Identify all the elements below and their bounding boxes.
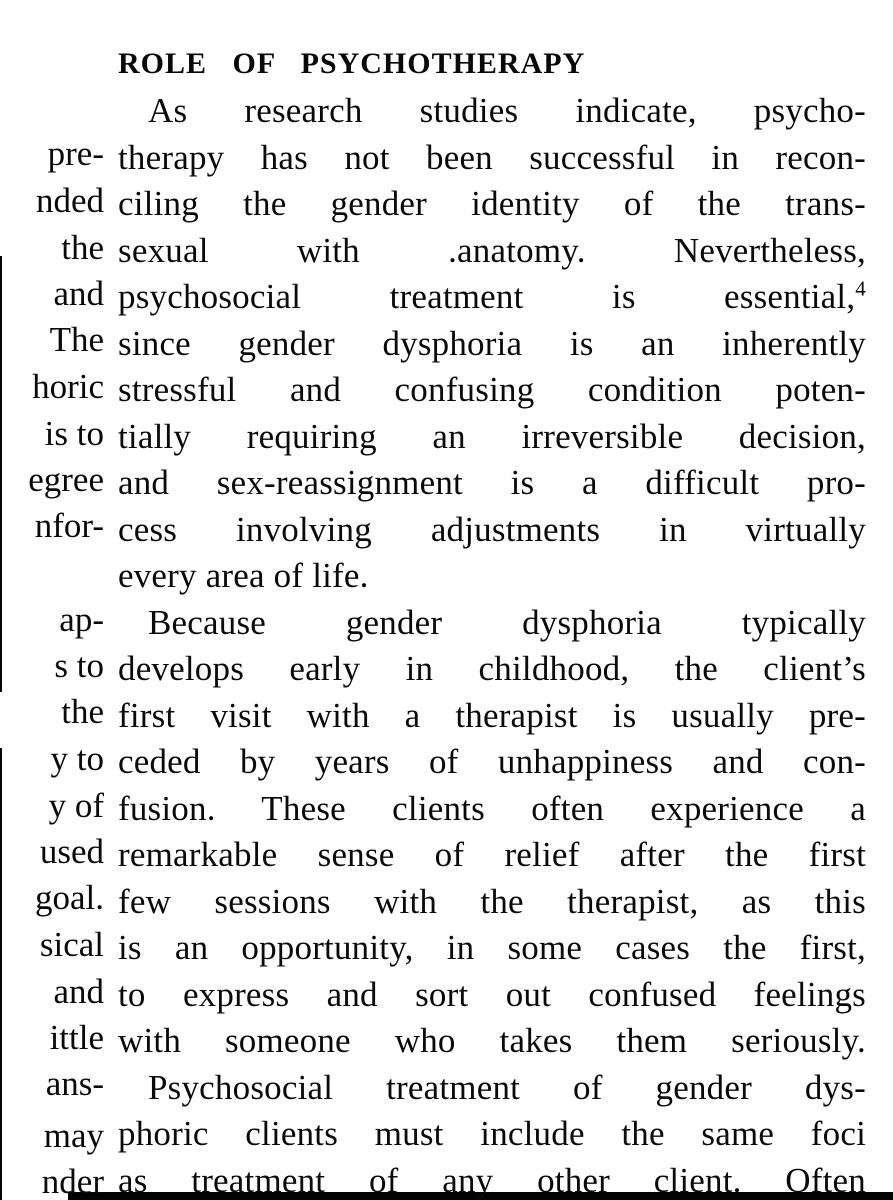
left-column-fragment: horic (32, 367, 104, 406)
section-title: ROLE OF PSYCHOTHERAPY (118, 47, 586, 80)
left-column-fragment: pre- (47, 134, 104, 173)
text-line (118, 274, 866, 321)
text-line: fusion. These clients often experience a (118, 788, 866, 828)
paragraph (118, 88, 866, 600)
left-column-fragment: The (49, 320, 104, 359)
paragraph (118, 1065, 866, 1200)
text-line: Because gender dysphoria typically (148, 602, 866, 642)
text-line: tially requiring an irreversible decision, (118, 416, 866, 456)
text-line: phoric clients must include the same foci (118, 1114, 866, 1153)
text-line: every area of life. (118, 556, 369, 595)
text-line: with someone who takes them seriously. (118, 1021, 866, 1060)
left-column-fragment: ans- (45, 1064, 104, 1103)
text-line: and sex-reassignment is a difficult pro- (118, 463, 866, 502)
left-column-fragment: nded (35, 181, 104, 220)
text-line: sexual with .anatomy. Nevertheless, (118, 230, 866, 270)
text-line: therapy has not been successful in recon- (118, 137, 866, 177)
left-column-cropped (0, 0, 108, 1200)
left-column-fragment: used (39, 832, 104, 871)
text-line: is an opportunity, in some cases the first, (118, 928, 866, 967)
left-column-fragment: ittle (49, 1018, 104, 1057)
left-column-fragment: is to (44, 414, 104, 453)
text-line: remarkable sense of relief after the first (118, 835, 866, 874)
left-column-fragment: ap- (59, 600, 104, 639)
text-line-body: psychosocial treatment is essential, (118, 277, 856, 316)
left-column-fragment: the (61, 692, 104, 731)
left-column-fragment: nfor- (34, 506, 104, 545)
text-line: cess involving adjustments in virtually (118, 509, 866, 549)
left-column-fragment: y of (48, 786, 104, 825)
text-line: As research studies indicate, psycho- (148, 91, 866, 130)
text-line: ceded by years of unhappiness and con- (118, 742, 866, 781)
footnote-marker: 4 (855, 276, 866, 301)
text-line: since gender dysphoria is an inherently (118, 323, 866, 363)
text-line: ciling the gender identity of the trans- (118, 184, 866, 223)
text-line: Psychosocial treatment of gender dys- (148, 1067, 866, 1107)
main-column (118, 40, 866, 1200)
left-column-fragment: may (43, 1116, 104, 1155)
left-column-fragment: and (53, 972, 104, 1011)
left-column-fragment: s to (54, 646, 104, 685)
left-column-fragment: and (53, 274, 104, 313)
text-line: first visit with a therapist is usually pre- (118, 695, 866, 735)
text-line: few sessions with the therapist, as this (118, 881, 866, 921)
text-line: stressful and confusing condition poten- (118, 370, 866, 409)
left-column-fragment: sical (39, 925, 104, 964)
left-column-fragment: goal. (34, 878, 104, 917)
text-line: as treatment of any other client. Often (118, 1160, 866, 1200)
left-column-fragment: nder (41, 1162, 104, 1200)
left-column-fragment: the (61, 228, 104, 267)
left-column-fragment: y to (50, 739, 104, 778)
left-column-fragment: egree (28, 460, 104, 499)
paragraph (118, 600, 866, 1065)
text-line: to express and sort out confused feelings (118, 974, 866, 1014)
text-line: develops early in childhood, the client’s (118, 649, 866, 688)
